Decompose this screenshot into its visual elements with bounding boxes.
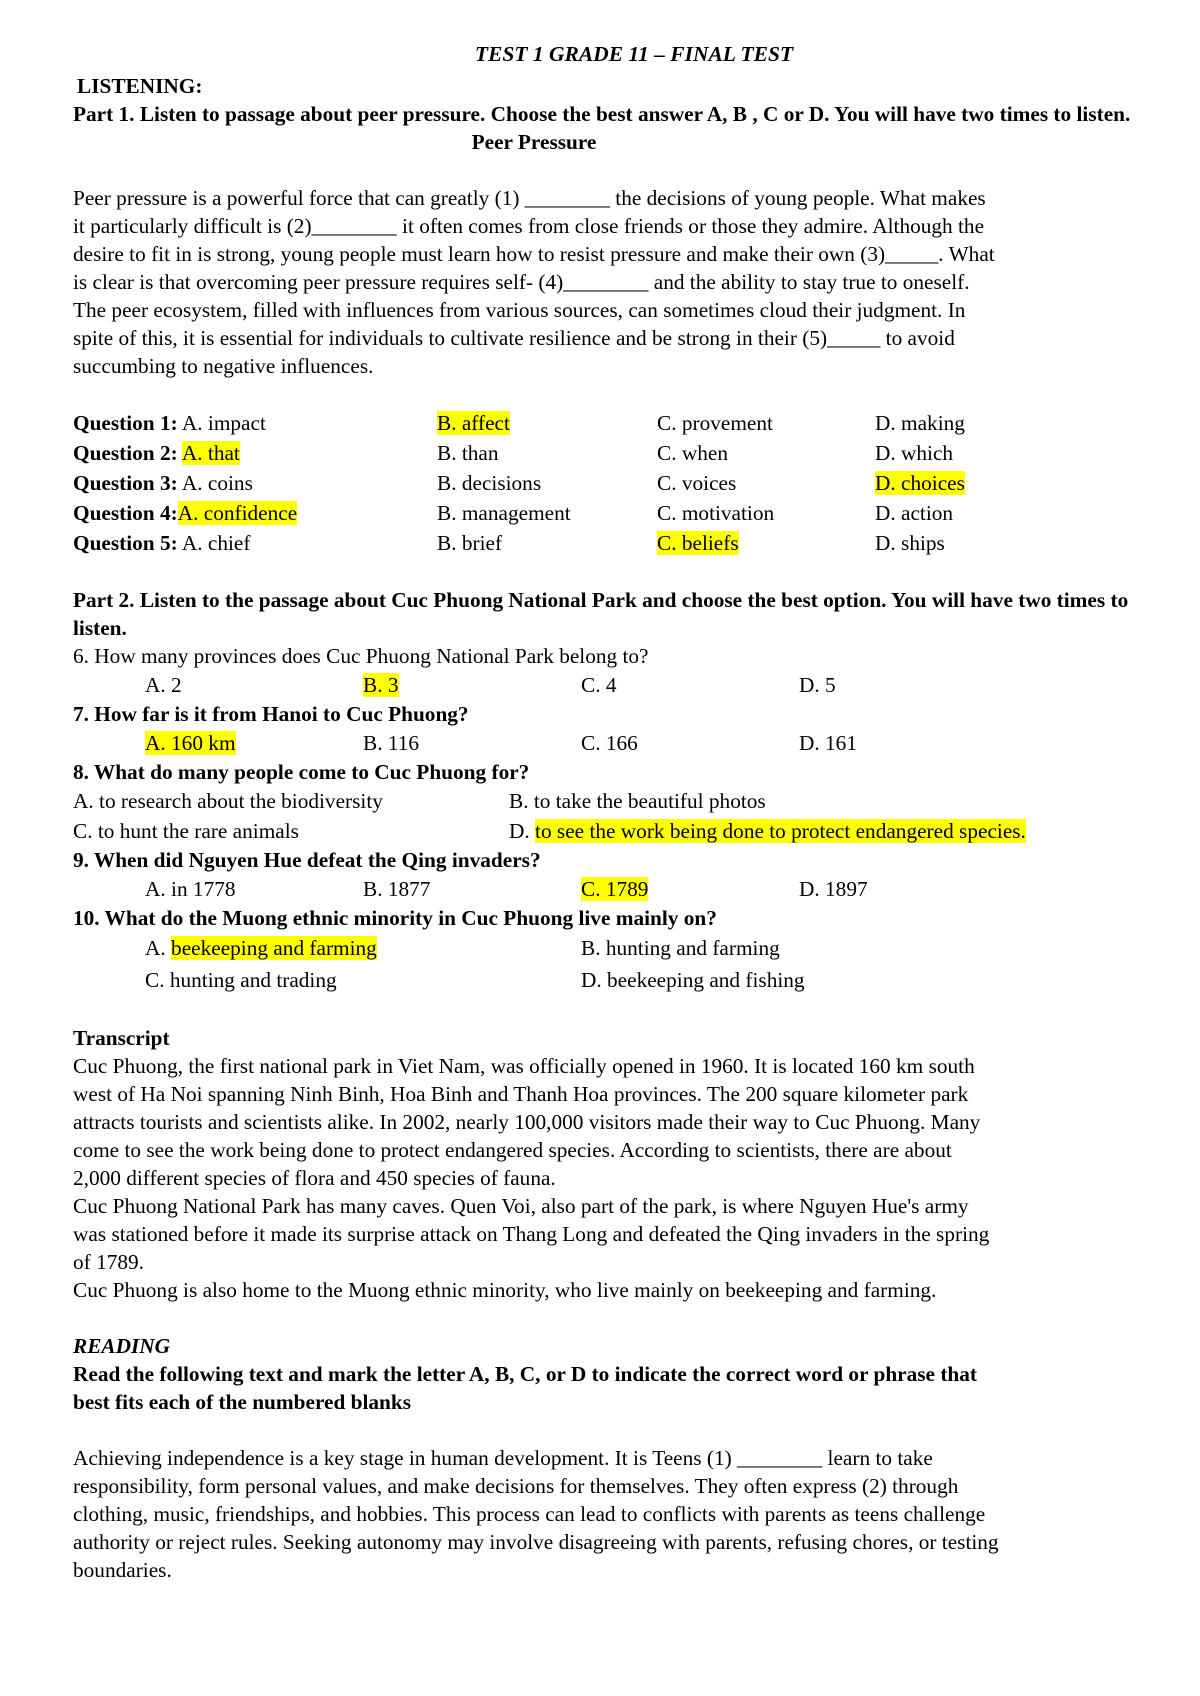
document-page	[73, 40, 1135, 1584]
option-c: C. hunting and trading	[145, 968, 337, 992]
question-6-options	[73, 670, 1135, 700]
option-b: B. to take the beautiful photos	[509, 789, 766, 813]
reading-line: clothing, music, friendships, and hobbies. This process can lead to conflicts with parents as teens challenge	[73, 1502, 986, 1526]
reading-line: Achieving independence is a key stage in human development. It is Teens (1) ________ learn to take	[73, 1446, 933, 1470]
option-b: B. management	[437, 501, 571, 525]
reading-line: responsibility, form personal values, and make decisions for themselves. They often express (2) through	[73, 1474, 959, 1498]
option-b: B. 116	[363, 731, 420, 755]
transcript-line: attracts tourists and scientists alike. In 2002, nearly 100,000 visitors made their way to Cuc Phuong. Many	[73, 1110, 981, 1134]
option-a: A. impact	[181, 411, 266, 435]
question-row	[73, 438, 1135, 468]
document-title: TEST 1 GRADE 11 – FINAL TEST	[474, 42, 794, 66]
option-a-letter: A.	[145, 936, 166, 960]
transcript-line: Cuc Phuong National Park has many caves. Quen Voi, also part of the park, is where Nguyen Hue's army	[73, 1194, 969, 1218]
option-d: D. ships	[875, 531, 945, 555]
question-label: Question 3:	[73, 471, 178, 495]
option-b-answer: B. 3	[363, 673, 399, 697]
option-b: B. decisions	[437, 471, 542, 495]
option-d: D. 5	[799, 673, 836, 697]
reading-line: boundaries.	[73, 1558, 172, 1582]
option-b: B. brief	[437, 531, 503, 555]
option-d: D. making	[875, 411, 965, 435]
passage-line: The peer ecosystem, filled with influences from various sources, can sometimes cloud their judgment. In	[73, 298, 966, 322]
question-label: Question 2:	[73, 441, 178, 465]
option-b: B. than	[437, 441, 499, 465]
part2-instruction: Part 2. Listen to the passage about Cuc Phuong National Park and choose the best option. You will have two times to listen.	[73, 588, 1129, 640]
question-row	[73, 468, 1135, 498]
transcript-line: Cuc Phuong, the first national park in Viet Nam, was officially opened in 1960. It is located 160 km south	[73, 1054, 975, 1078]
question-10-options-cd	[73, 964, 1135, 996]
part1-passage	[73, 184, 1135, 380]
option-c: C. motivation	[657, 501, 775, 525]
option-c: C. to hunt the rare animals	[73, 819, 299, 843]
option-a: A. chief	[181, 531, 251, 555]
question-label: Question 5:	[73, 531, 178, 555]
question-row	[73, 408, 1135, 438]
option-a: A. coins	[181, 471, 253, 495]
listening-heading: LISTENING:	[77, 74, 203, 98]
option-a-answer: beekeeping and farming	[171, 936, 377, 960]
question-7-stem: 7. How far is it from Hanoi to Cuc Phuong?	[73, 702, 469, 726]
question-8-options-cd	[73, 816, 1135, 846]
question-10-stem: 10. What do the Muong ethnic minority in Cuc Phuong live mainly on?	[73, 906, 717, 930]
option-a-answer: A. confidence	[177, 501, 298, 525]
question-6-stem: 6. How many provinces does Cuc Phuong National Park belong to?	[73, 644, 649, 668]
option-d-answer: to see the work being done to protect endangered species.	[535, 819, 1026, 843]
reading-heading: READING	[73, 1334, 171, 1358]
option-d: D. 161	[799, 731, 857, 755]
reading-line: authority or reject rules. Seeking autonomy may involve disagreeing with parents, refusing chores, or testing	[73, 1530, 999, 1554]
question-10-options-ab	[73, 932, 1135, 964]
option-a-answer: A. that	[181, 441, 240, 465]
question-9-stem: 9. When did Nguyen Hue defeat the Qing invaders?	[73, 848, 541, 872]
passage-line: succumbing to negative influences.	[73, 354, 374, 378]
option-b-answer: B. affect	[437, 411, 510, 435]
question-7-options	[73, 728, 1135, 758]
option-c: C. provement	[657, 411, 773, 435]
transcript-line: of 1789.	[73, 1250, 144, 1274]
transcript-heading: Transcript	[73, 1026, 170, 1050]
reading-instruction	[73, 1360, 1135, 1416]
option-a-answer: A. 160 km	[145, 731, 236, 755]
option-d-letter: D.	[509, 819, 530, 843]
transcript-line: 2,000 different species of flora and 450 species of fauna.	[73, 1166, 556, 1190]
part1-instruction: Part 1. Listen to passage about peer pressure. Choose the best answer A, B , C or D. You will have two times to listen.	[73, 102, 1131, 126]
option-d: D. beekeeping and fishing	[581, 968, 805, 992]
passage-title: Peer Pressure	[471, 130, 597, 154]
question-8-stem: 8. What do many people come to Cuc Phuong for?	[73, 760, 530, 784]
option-d: D. 1897	[799, 877, 868, 901]
question-label: Question 4:	[73, 501, 178, 525]
option-b: B. hunting and farming	[581, 936, 780, 960]
option-c-answer: C. beliefs	[657, 531, 739, 555]
question-row	[73, 498, 1135, 528]
transcript-line: was stationed before it made its surprise attack on Thang Long and defeated the Qing invaders in the spring	[73, 1222, 990, 1246]
option-c: C. voices	[657, 471, 737, 495]
passage-line: Peer pressure is a powerful force that can greatly (1) ________ the decisions of young people. What makes	[73, 186, 986, 210]
option-d-answer: D. choices	[875, 471, 965, 495]
option-a: A. in 1778	[145, 877, 236, 901]
transcript-line: west of Ha Noi spanning Ninh Binh, Hoa Binh and Thanh Hoa provinces. The 200 square kilometer park	[73, 1082, 969, 1106]
question-row	[73, 528, 1135, 558]
passage-line: spite of this, it is essential for individuals to cultivate resilience and be strong in their (5)_____ to avoid	[73, 326, 955, 350]
option-c: C. when	[657, 441, 728, 465]
option-d: D. which	[875, 441, 954, 465]
option-a: A. 2	[145, 673, 182, 697]
question-9-options	[73, 874, 1135, 904]
passage-line: desire to fit in is strong, young people must learn how to resist pressure and make their own (3)_____. What	[73, 242, 995, 266]
passage-line: is clear is that overcoming peer pressure requires self- (4)________ and the ability to stay true to oneself.	[73, 270, 970, 294]
passage-line: it particularly difficult is (2)________ it often comes from close friends or those they admire. Although the	[73, 214, 985, 238]
question-8-options-ab	[73, 786, 1135, 816]
reading-passage	[73, 1444, 1135, 1584]
part1-questions	[73, 408, 1135, 558]
transcript-line: come to see the work being done to protect endangered species. According to scientists, there are about	[73, 1138, 952, 1162]
option-b: B. 1877	[363, 877, 431, 901]
option-c-answer: C. 1789	[581, 877, 649, 901]
transcript-line: Cuc Phuong is also home to the Muong ethnic minority, who live mainly on beekeeping and farming.	[73, 1278, 937, 1302]
option-c: C. 166	[581, 731, 638, 755]
question-label: Question 1:	[73, 411, 178, 435]
reading-instruction-line: best fits each of the numbered blanks	[73, 1390, 412, 1414]
option-c: C. 4	[581, 673, 617, 697]
option-d: D. action	[875, 501, 954, 525]
transcript-body	[73, 1052, 1135, 1304]
reading-instruction-line: Read the following text and mark the letter A, B, C, or D to indicate the correct word or phrase that	[73, 1362, 978, 1386]
option-a: A. to research about the biodiversity	[73, 789, 383, 813]
